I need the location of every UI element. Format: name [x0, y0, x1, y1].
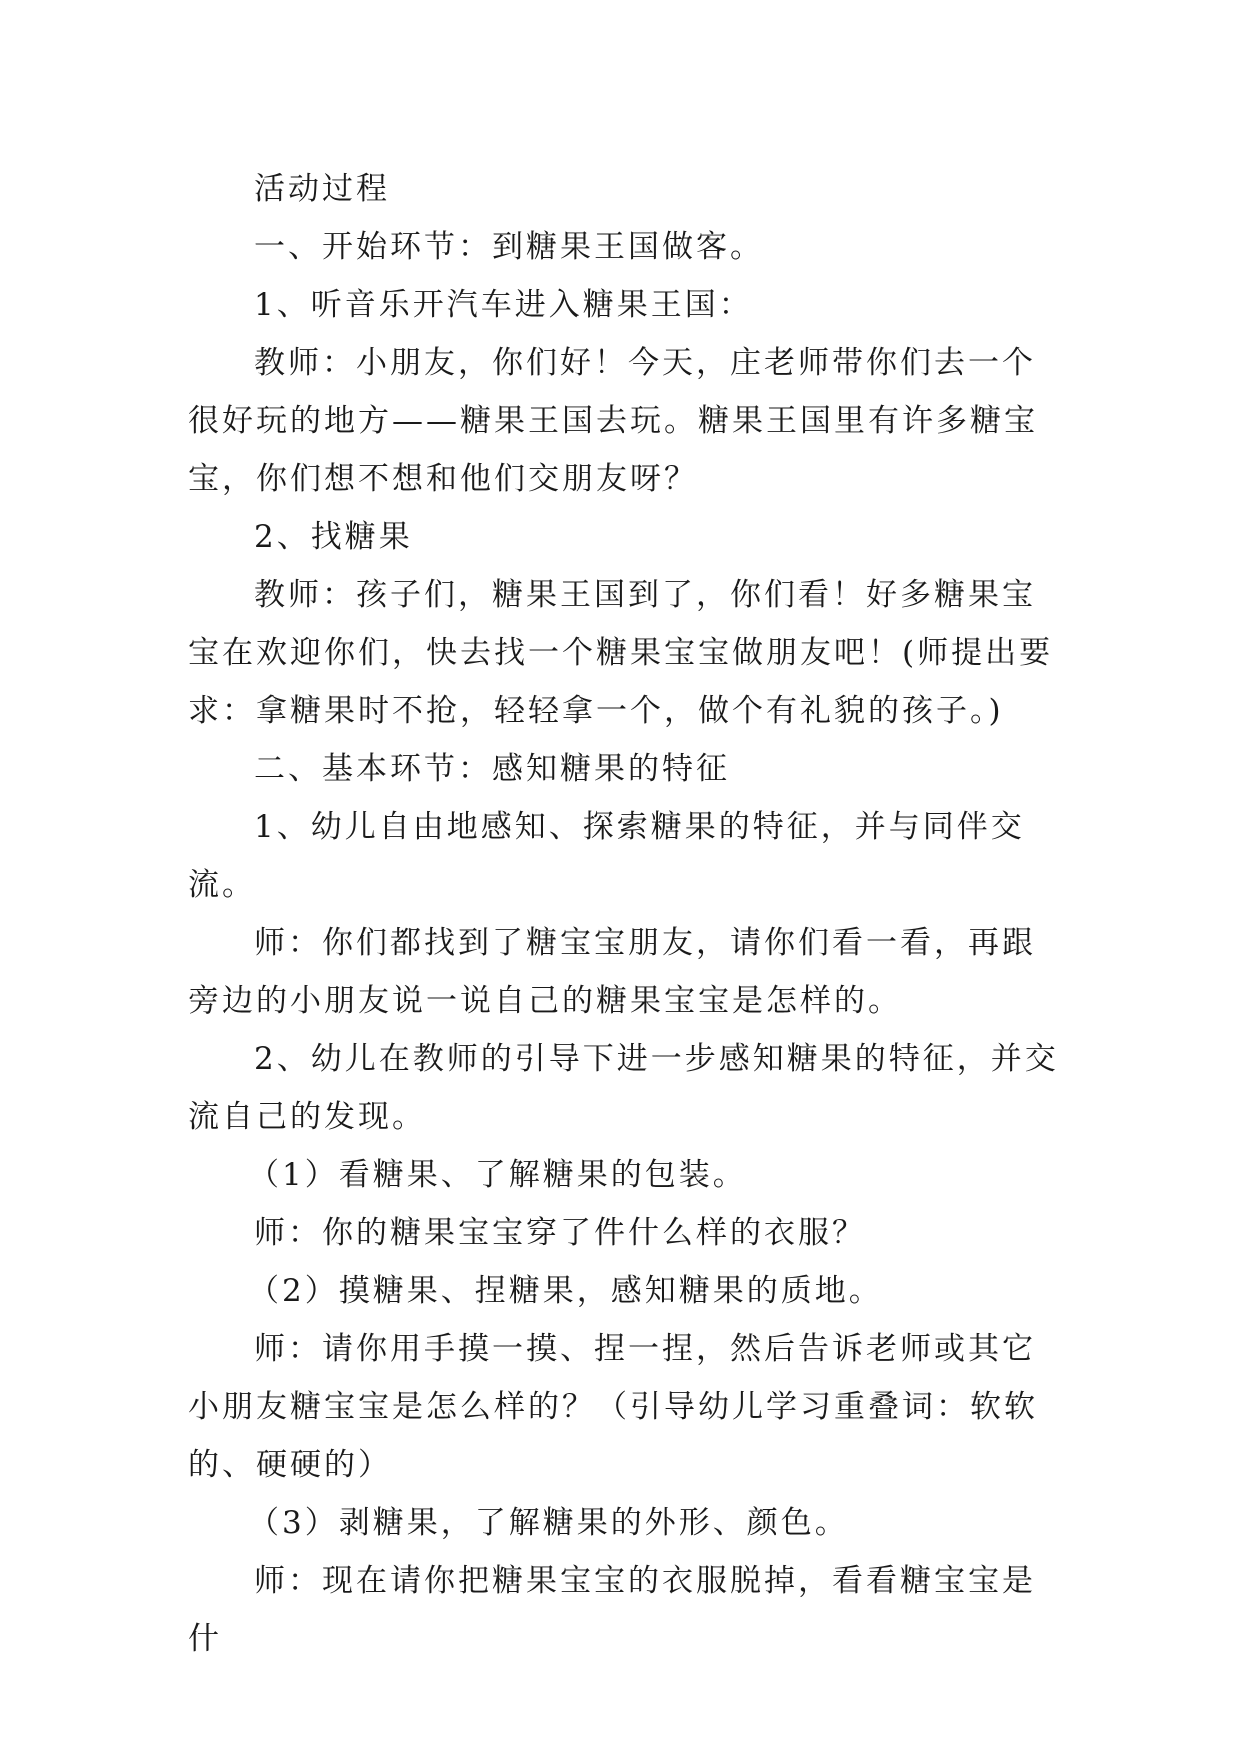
section-heading: 活动过程	[254, 171, 390, 207]
sub-step-title: （2）摸糖果、捏糖果，感知糖果的质地。	[248, 1273, 883, 1309]
document-body	[188, 160, 1068, 1668]
step-title: 1、听音乐开汽车进入糖果王国：	[254, 287, 753, 323]
section-title: 一、开始环节：到糖果王国做客。	[254, 229, 764, 265]
sub-step-title: （3）剥糖果，了解糖果的外形、颜色。	[248, 1505, 849, 1541]
paragraph: 教师：孩子们，糖果王国到了，你们看！好多糖果宝宝在欢迎你们，快去找一个糖果宝宝做朋友吧！(师提出要求：拿糖果时不抢，轻轻拿一个，做个有礼貌的孩子。)	[188, 577, 1054, 729]
step-title: 2、找糖果	[254, 519, 413, 555]
sub-step-title: （1）看糖果、了解糖果的包装。	[248, 1157, 747, 1193]
paragraph: 教师：小朋友，你们好！今天，庄老师带你们去一个很好玩的地方——糖果王国去玩。糖果王国里有许多糖宝宝，你们想不想和他们交朋友呀？	[188, 345, 1038, 497]
paragraph: 师：你们都找到了糖宝宝朋友，请你们看一看，再跟旁边的小朋友说一说自己的糖果宝宝是怎样的。	[188, 925, 1036, 1019]
paragraph: 师：请你用手摸一摸、捏一捏，然后告诉老师或其它小朋友糖宝宝是怎么样的？（引导幼儿学习重叠词：软软的、硬硬的）	[188, 1331, 1038, 1483]
paragraph: 师：你的糖果宝宝穿了件什么样的衣服？	[254, 1215, 866, 1251]
step-title: 1、幼儿自由地感知、探索糖果的特征，并与同伴交流。	[188, 809, 1025, 903]
step-title: 2、幼儿在教师的引导下进一步感知糖果的特征，并交流自己的发现。	[188, 1041, 1059, 1135]
section-title: 二、基本环节：感知糖果的特征	[254, 751, 730, 787]
paragraph: 师：现在请你把糖果宝宝的衣服脱掉，看看糖宝宝是什	[188, 1563, 1036, 1657]
